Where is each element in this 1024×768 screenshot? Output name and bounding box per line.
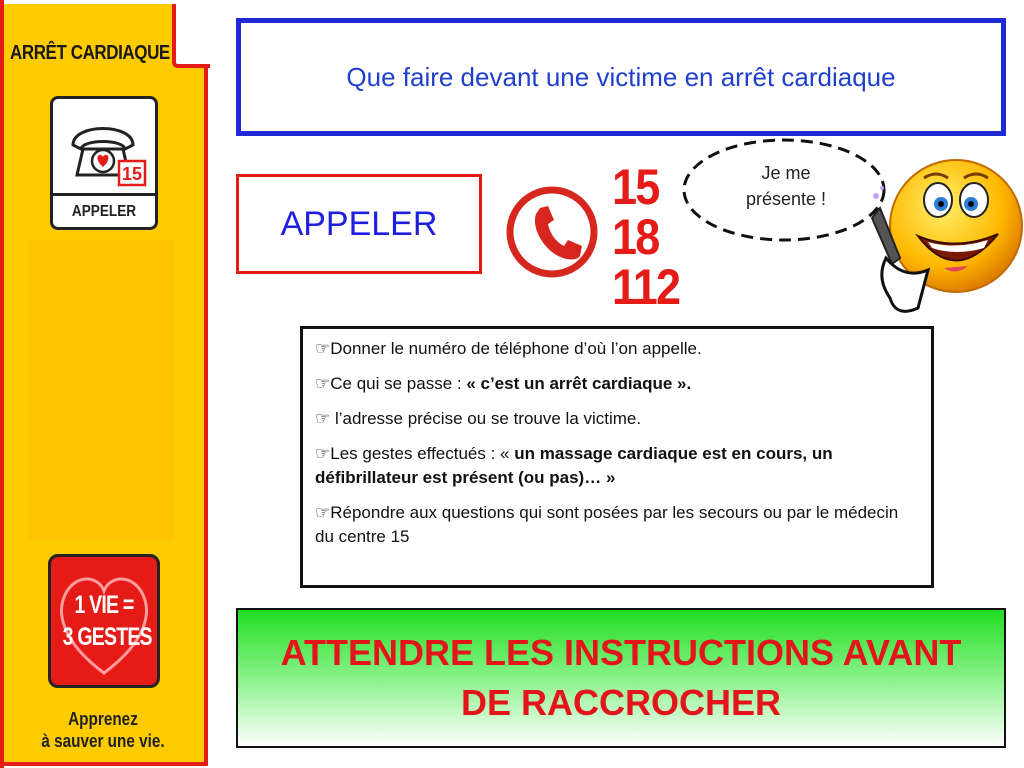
sidebar-empty-block xyxy=(28,240,174,540)
vie-line-1: 1 VIE = xyxy=(74,591,134,619)
vie-line-2: 3 GESTES xyxy=(62,623,152,651)
instruction-banner xyxy=(236,608,1006,748)
speech-bubble-line-1: Je me xyxy=(761,163,811,183)
phone-circle-icon xyxy=(500,160,610,320)
info-item xyxy=(315,501,917,549)
info-item xyxy=(315,442,917,490)
appeler-label: APPELER xyxy=(280,204,438,243)
banner-text: ATTENDRE LES INSTRUCTIONS AVANT DE RACCROCHER xyxy=(280,632,962,723)
emergency-number-15: 15 xyxy=(612,159,659,215)
info-item xyxy=(315,407,917,431)
info-item-text: Répondre aux questions qui sont posées par les secours ou par le médecin du centre 15 xyxy=(315,503,899,546)
info-list-box xyxy=(300,326,934,588)
info-item-text: Donner le numéro de téléphone d’où l’on appelle. xyxy=(330,339,702,358)
smiley-on-phone xyxy=(856,148,1024,324)
info-item-bold: un massage cardiaque est en cours, un défibrillateur est présent (ou pas)… » xyxy=(315,444,833,487)
phone-badge-number: 15 xyxy=(121,164,143,184)
appeler-card-label: APPELER xyxy=(71,203,137,220)
pointing-hand-icon: ☞ xyxy=(315,444,331,463)
pointing-hand-icon: ☞ xyxy=(315,503,331,522)
pointing-hand-icon: ☞ xyxy=(315,409,331,428)
smiley-face-icon xyxy=(856,148,1024,324)
info-item-text: Les gestes effectués : « xyxy=(330,444,515,463)
emergency-number-112: 112 xyxy=(612,259,680,315)
sidebar xyxy=(0,0,212,768)
pointing-hand-icon: ☞ xyxy=(315,374,331,393)
apprenez-line-1: Apprenez xyxy=(68,709,138,729)
appeler-card xyxy=(50,96,158,230)
emergency-numbers-graphic xyxy=(500,160,706,320)
apprenez-text xyxy=(31,708,176,752)
vie-gestes-card xyxy=(48,554,160,688)
apprenez-line-2: à sauver une vie. xyxy=(41,731,165,751)
info-item-text: l’adresse précise ou se trouve la victime. xyxy=(330,409,642,428)
speech-bubble-text xyxy=(718,160,854,212)
emergency-number-18: 18 xyxy=(612,209,659,265)
info-item-text: Ce qui se passe : xyxy=(330,374,467,393)
appeler-box xyxy=(236,174,482,274)
info-item xyxy=(315,337,917,361)
heart-outline-icon xyxy=(53,561,155,683)
title-box xyxy=(236,18,1006,136)
info-item xyxy=(315,372,917,396)
sidebar-title: ARRÊT CARDIAQUE xyxy=(10,42,170,64)
phone-heart-icon xyxy=(63,109,147,189)
info-item-bold: « c’est un arrêt cardiaque ». xyxy=(466,374,692,393)
pointing-hand-icon: ☞ xyxy=(315,339,331,358)
speech-bubble-line-2: présente ! xyxy=(745,189,827,209)
sidebar-tab-notch xyxy=(172,4,210,68)
appeler-card-divider xyxy=(53,193,155,196)
page-title: Que faire devant une victime en arrêt cardiaque xyxy=(346,61,896,92)
